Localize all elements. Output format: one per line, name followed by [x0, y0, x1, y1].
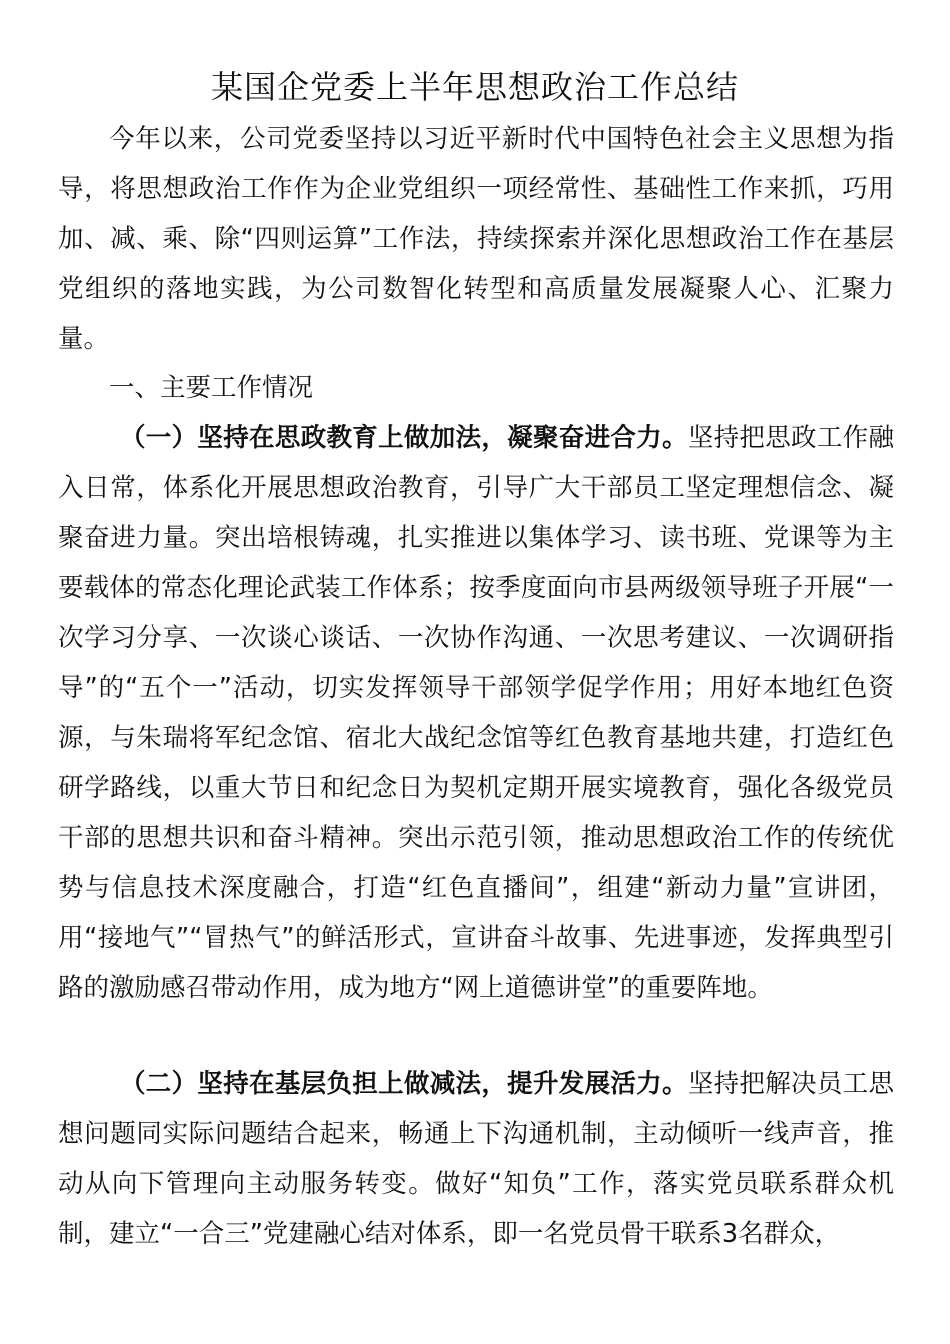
item-one-body: 坚持把思政工作融入日常，体系化开展思想政治教育，引导广大干部员工坚定理想信念、凝聚奋进力量。突出培根铸魂，扎实推进以集体学习、读书班、党课等为主要载体的常态化理论武装工作体系；按季度面向市县两级领导班子开展“一次学习分享、一次谈心谈话、一次协作沟通、一次思考建议、一次调研指导”的“五个一”活动，切实发挥领导干部领学促学作用；用好本地红色资源，与朱瑞将军纪念馆、宿北大战纪念馆等红色教育基地共建，打造红色研学路线，以重大节日和纪念日为契机定期开展实境教育，强化各级党员干部的思想共识和奋斗精神。突出示范引领，推动思想政治工作的传统优势与信息技术深度融合，打造“红色直播间”，组建“新动力量”宣讲团，用“接地气”“冒热气”的鲜活形式，宣讲奋斗故事、先进事迹，发挥典型引路的激励感召带动作用，成为地方“网上道德讲堂”的重要阵地。 — [58, 423, 894, 1003]
section-heading: 一、主要工作情况 — [109, 373, 314, 403]
item-one-paragraph — [58, 413, 894, 1013]
document-title: 某国企党委上半年思想政治工作总结 — [210, 68, 739, 106]
intro-paragraph: 今年以来，公司党委坚持以习近平新时代中国特色社会主义思想为指导，将思想政治工作作为企业党组织一项经常性、基础性工作来抓，巧用加、减、乘、除“四则运算”工作法，持续探索并深化思想政治工作在基层党组织的落地实践，为公司数智化转型和高质量发展凝聚人心、汇聚力量。 — [58, 124, 894, 354]
item-one-heading: （一）坚持在思政教育上做加法，凝聚奋进合力。 — [120, 423, 688, 453]
item-two-body: 坚持把解决员工思想问题同实际问题结合起来，畅通上下沟通机制，主动倾听一线声音，推动从向下管理向主动服务转变。做好“知负”工作，落实党员联系群众机制，建立“一合三”党建融心结对体系，即一名党员骨干联系3名群众， — [58, 1069, 894, 1249]
item-two-paragraph — [58, 1059, 894, 1259]
item-two-heading: （二）坚持在基层负担上做减法，提升发展活力。 — [120, 1069, 688, 1099]
